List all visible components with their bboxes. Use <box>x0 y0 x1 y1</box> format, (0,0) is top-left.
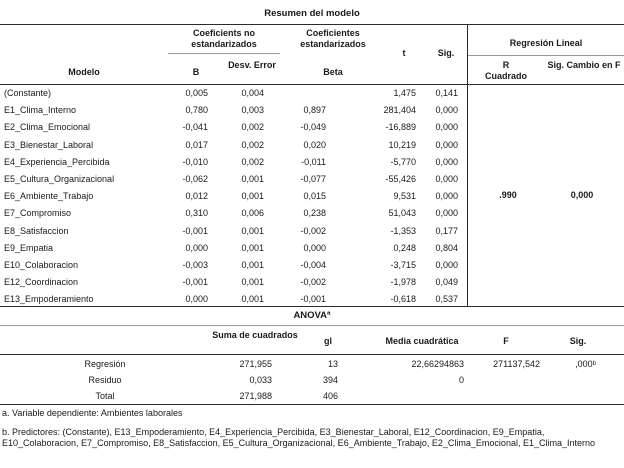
col-header-sig: Sig. <box>437 48 455 58</box>
anova-ss-value: 271,955 <box>239 359 272 369</box>
anova-bottom-rule <box>0 404 624 405</box>
t-value: -1,353 <box>390 225 416 236</box>
beta-value: 0,020 <box>303 139 326 150</box>
sig-value: 0,000 <box>435 122 458 133</box>
predictor-name: E5_Cultura_Organizacional <box>4 174 115 184</box>
predictor-name: E10_Colaboracion <box>4 260 79 270</box>
anova-source: Total <box>95 391 115 401</box>
t-value: -16,889 <box>385 122 416 133</box>
t-value: 9,531 <box>393 191 416 202</box>
b-value: -0,003 <box>182 260 208 270</box>
beta-value: 0,000 <box>303 242 326 253</box>
anova-df-value: 394 <box>322 375 338 385</box>
std-error-value: 0,001 <box>241 260 264 270</box>
anova-df-value: 13 <box>327 359 338 369</box>
col-header-beta: Beta <box>323 67 343 77</box>
std-error-value: 0,002 <box>241 122 264 133</box>
sig-value: 0,000 <box>435 139 458 150</box>
b-value: 0,000 <box>185 294 208 305</box>
model-summary-title: Resumen del modelo <box>264 8 360 19</box>
standardized-group-header: Coeficientes estandarizados <box>300 28 366 49</box>
t-value: -5,770 <box>390 156 416 167</box>
b-value: 0,310 <box>185 208 208 219</box>
anova-header-rule <box>0 354 624 355</box>
anova-ss-value: 0,033 <box>249 375 272 385</box>
anova-source: Regresión <box>84 359 126 369</box>
regression-divider <box>467 24 468 307</box>
std-error-value: 0,003 <box>241 105 264 116</box>
std-error-value: 0,002 <box>241 139 264 150</box>
r-squared-value: .990 <box>499 190 517 200</box>
anova-title: ANOVAª <box>293 310 331 321</box>
t-value: -3,715 <box>390 260 416 270</box>
anova-source: Residuo <box>88 375 122 385</box>
predictor-name: E6_Ambiente_Trabajo <box>4 191 94 202</box>
anova-f-value: 271137,542 <box>493 359 540 369</box>
t-value: -55,426 <box>385 174 416 184</box>
std-error-value: 0,004 <box>241 88 264 98</box>
std-error-value: 0,001 <box>241 294 264 305</box>
col-header-std-error: Desv. Error <box>228 60 276 70</box>
std-error-value: 0,001 <box>241 191 264 202</box>
predictor-name: E1_Clima_Interno <box>4 105 77 116</box>
col-header-b: B <box>192 67 200 77</box>
beta-value: -0,011 <box>301 156 326 167</box>
predictor-name: E13_Empoderamiento <box>4 294 94 305</box>
t-value: -1,978 <box>390 277 416 288</box>
unstandardized-group-header: Coeficients no estandarizados <box>191 28 257 49</box>
anova-header-df: gl <box>324 336 332 346</box>
b-value: -0,010 <box>182 156 208 167</box>
summary-bottom-rule <box>0 306 624 307</box>
t-value: 10,219 <box>388 139 416 150</box>
beta-value: -0,002 <box>300 277 326 288</box>
anova-sig-value: ,000ᵇ <box>575 359 596 369</box>
b-value: -0,001 <box>182 277 208 288</box>
b-value: 0,005 <box>185 88 208 98</box>
footnote-a: a. Variable dependiente: Ambientes laborales <box>2 408 183 418</box>
predictor-name: E8_Satisfaccion <box>4 225 69 236</box>
t-value: -0,618 <box>390 294 416 305</box>
predictor-name: E4_Experiencia_Percibida <box>4 156 110 167</box>
sig-change-value: 0,000 <box>570 190 594 200</box>
predictor-name: (Constante) <box>4 88 52 98</box>
col-header-sig-change-f: Sig. Cambio en F <box>547 60 621 70</box>
sig-value: 0,177 <box>435 225 458 236</box>
anova-header-f: F <box>503 336 509 346</box>
b-value: -0,062 <box>182 174 208 184</box>
sig-value: 0,000 <box>435 156 458 167</box>
sig-value: 0,000 <box>435 174 458 184</box>
std-error-value: 0,002 <box>241 156 264 167</box>
col-header-model: Modelo <box>68 67 100 77</box>
anova-header-ss: Suma de cuadrados <box>212 330 298 340</box>
std-error-value: 0,001 <box>241 225 264 236</box>
anova-title-rule <box>0 325 624 326</box>
b-value: 0,780 <box>185 105 208 116</box>
predictor-name: E12_Coordinacion <box>4 277 79 288</box>
anova-header-sig: Sig. <box>569 336 587 346</box>
beta-value: -0,004 <box>300 260 326 270</box>
sig-value: 0,000 <box>435 260 458 270</box>
beta-value: 0,238 <box>303 208 326 219</box>
beta-value: -0,049 <box>300 122 326 133</box>
anova-df-value: 406 <box>322 391 338 401</box>
b-value: 0,017 <box>185 139 208 150</box>
t-value: 281,404 <box>383 105 416 116</box>
sig-value: 0,049 <box>435 277 458 288</box>
unstd-group-rule <box>168 53 280 54</box>
predictor-name: E3_Bienestar_Laboral <box>4 139 94 150</box>
header-bottom-rule <box>0 84 624 85</box>
sig-value: 0,000 <box>435 105 458 116</box>
b-value: -0,001 <box>182 225 208 236</box>
predictor-name: E2_Clima_Emocional <box>4 122 91 133</box>
t-value: 51,043 <box>388 208 416 219</box>
sig-value: 0,537 <box>435 294 458 305</box>
anova-ss-value: 271,988 <box>239 391 272 401</box>
beta-value: -0,077 <box>300 174 326 184</box>
t-value: 1,475 <box>393 88 416 98</box>
sig-value: 0,141 <box>435 88 458 98</box>
beta-value: 0,015 <box>303 191 326 202</box>
beta-value: 0,897 <box>303 105 326 116</box>
sig-value: 0,804 <box>435 242 458 253</box>
std-error-value: 0,006 <box>241 208 264 219</box>
top-border <box>0 24 624 25</box>
predictor-name: E7_Compromiso <box>4 208 72 219</box>
std-error-value: 0,001 <box>241 277 264 288</box>
b-value: 0,000 <box>185 242 208 253</box>
regression-group-rule <box>468 55 624 56</box>
beta-value: -0,002 <box>300 225 326 236</box>
sig-value: 0,000 <box>435 191 458 202</box>
predictor-name: E9_Empatia <box>4 242 54 253</box>
anova-ms-value: 0 <box>458 375 464 385</box>
std-error-value: 0,001 <box>241 242 264 253</box>
sig-value: 0,000 <box>435 208 458 219</box>
col-header-r-squared: R Cuadrado <box>484 60 527 81</box>
b-value: 0,012 <box>185 191 208 202</box>
t-value: 0,248 <box>393 242 416 253</box>
footnote-b: b. Predictores: (Constante), E13_Empoderamiento, E4_Experiencia_Percibida, E3_Bienestar_Laboral, E12_Coordinacion, E9_Empatia, E10_Colaboracion, E7_Compromiso, E8_Satisfaccion, E5_Cultura_Organizacional, E6_Ambiente_Trabajo, E2_Clima_Emocional, E1_Clima_Interno <box>2 427 595 448</box>
anova-header-ms: Media cuadrática <box>385 336 459 346</box>
col-header-t: t <box>402 48 406 58</box>
std-error-value: 0,001 <box>241 174 264 184</box>
b-value: -0,041 <box>182 122 208 133</box>
anova-ms-value: 22,66294863 <box>411 359 464 369</box>
regression-group-header: Regresión Lineal <box>509 38 583 48</box>
beta-value: -0,001 <box>300 294 326 305</box>
